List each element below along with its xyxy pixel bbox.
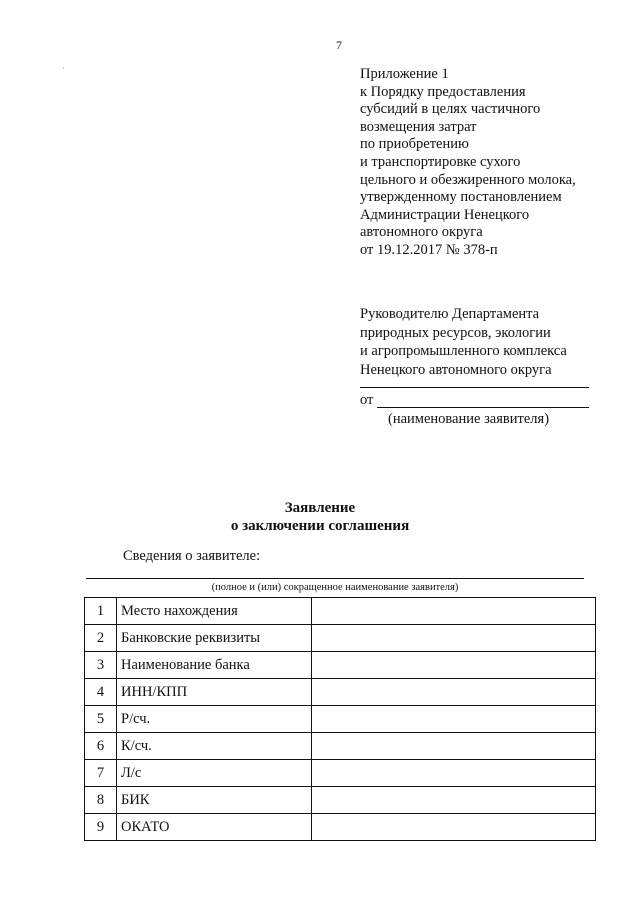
addressee-line: природных ресурсов, экологии bbox=[360, 324, 551, 341]
scan-artifact: · bbox=[62, 64, 65, 73]
table-row bbox=[85, 598, 596, 625]
row-label: ОКАТО bbox=[117, 814, 312, 841]
appendix-header bbox=[360, 66, 630, 260]
appendix-line: Приложение 1 bbox=[360, 66, 449, 82]
addressee-block bbox=[360, 305, 630, 379]
from-label: от bbox=[360, 392, 374, 408]
applicant-info-label: Сведения о заявителе: bbox=[123, 548, 261, 564]
row-number: 7 bbox=[85, 760, 117, 787]
row-label: Банковские реквизиты bbox=[117, 625, 312, 652]
appendix-line: субсидий в целях частичного bbox=[360, 101, 541, 118]
page-number: 7 bbox=[336, 38, 342, 52]
appendix-line: по приобретению bbox=[360, 136, 469, 153]
row-value-cell[interactable] bbox=[312, 706, 596, 733]
table-row bbox=[85, 706, 596, 733]
row-value-cell[interactable] bbox=[312, 733, 596, 760]
row-label: ИНН/КПП bbox=[117, 679, 312, 706]
row-value-cell[interactable] bbox=[312, 760, 596, 787]
document-title bbox=[0, 499, 640, 535]
row-value-cell[interactable] bbox=[312, 679, 596, 706]
row-value-cell[interactable] bbox=[312, 787, 596, 814]
appendix-line: автономного округа bbox=[360, 224, 483, 241]
row-number: 3 bbox=[85, 652, 117, 679]
title-line-1: Заявление bbox=[284, 500, 356, 516]
applicant-details-table bbox=[84, 597, 596, 841]
row-value-cell[interactable] bbox=[312, 652, 596, 679]
title-line-2: о заключении соглашения bbox=[230, 518, 410, 534]
row-number: 8 bbox=[85, 787, 117, 814]
row-number: 9 bbox=[85, 814, 117, 841]
blank-line[interactable] bbox=[360, 387, 589, 388]
row-value-cell[interactable] bbox=[312, 814, 596, 841]
addressee-line: Ненецкого автономного округа bbox=[360, 361, 552, 378]
row-value-cell[interactable] bbox=[312, 625, 596, 652]
table-row bbox=[85, 625, 596, 652]
addressee-line: и агропромышленного комплекса bbox=[360, 343, 567, 359]
row-label: Место нахождения bbox=[117, 598, 312, 625]
table-row bbox=[85, 814, 596, 841]
appendix-line: от 19.12.2017 № 378-п bbox=[360, 241, 498, 258]
appendix-line: и транспортировке сухого bbox=[360, 153, 521, 170]
row-label: Р/сч. bbox=[117, 706, 312, 733]
table-row bbox=[85, 652, 596, 679]
row-number: 1 bbox=[85, 598, 117, 625]
appendix-line: возмещения затрат bbox=[360, 118, 477, 135]
applicant-name-blank-line[interactable] bbox=[86, 578, 584, 579]
row-number: 5 bbox=[85, 706, 117, 733]
from-blank-line[interactable] bbox=[377, 407, 589, 408]
row-label: Наименование банка bbox=[117, 652, 312, 679]
appendix-line: к Порядку предоставления bbox=[360, 83, 526, 100]
appendix-line: цельного и обезжиренного молока, bbox=[360, 171, 576, 188]
table-row bbox=[85, 733, 596, 760]
table-row bbox=[85, 679, 596, 706]
table-row bbox=[85, 787, 596, 814]
row-number: 2 bbox=[85, 625, 117, 652]
row-label: К/сч. bbox=[117, 733, 312, 760]
row-label: БИК bbox=[117, 787, 312, 814]
row-number: 6 bbox=[85, 733, 117, 760]
applicant-caption: (наименование заявителя) bbox=[388, 411, 550, 427]
table-row bbox=[85, 760, 596, 787]
appendix-line: Администрации Ненецкого bbox=[360, 206, 530, 223]
row-label: Л/с bbox=[117, 760, 312, 787]
row-number: 4 bbox=[85, 679, 117, 706]
from-field[interactable] bbox=[360, 392, 589, 410]
row-value-cell[interactable] bbox=[312, 598, 596, 625]
appendix-line: утвержденному постановлением bbox=[360, 189, 562, 206]
applicant-name-caption: (полное и (или) сокращенное наименование заявителя) bbox=[211, 582, 459, 593]
addressee-line: Руководителю Департамента bbox=[360, 306, 540, 322]
